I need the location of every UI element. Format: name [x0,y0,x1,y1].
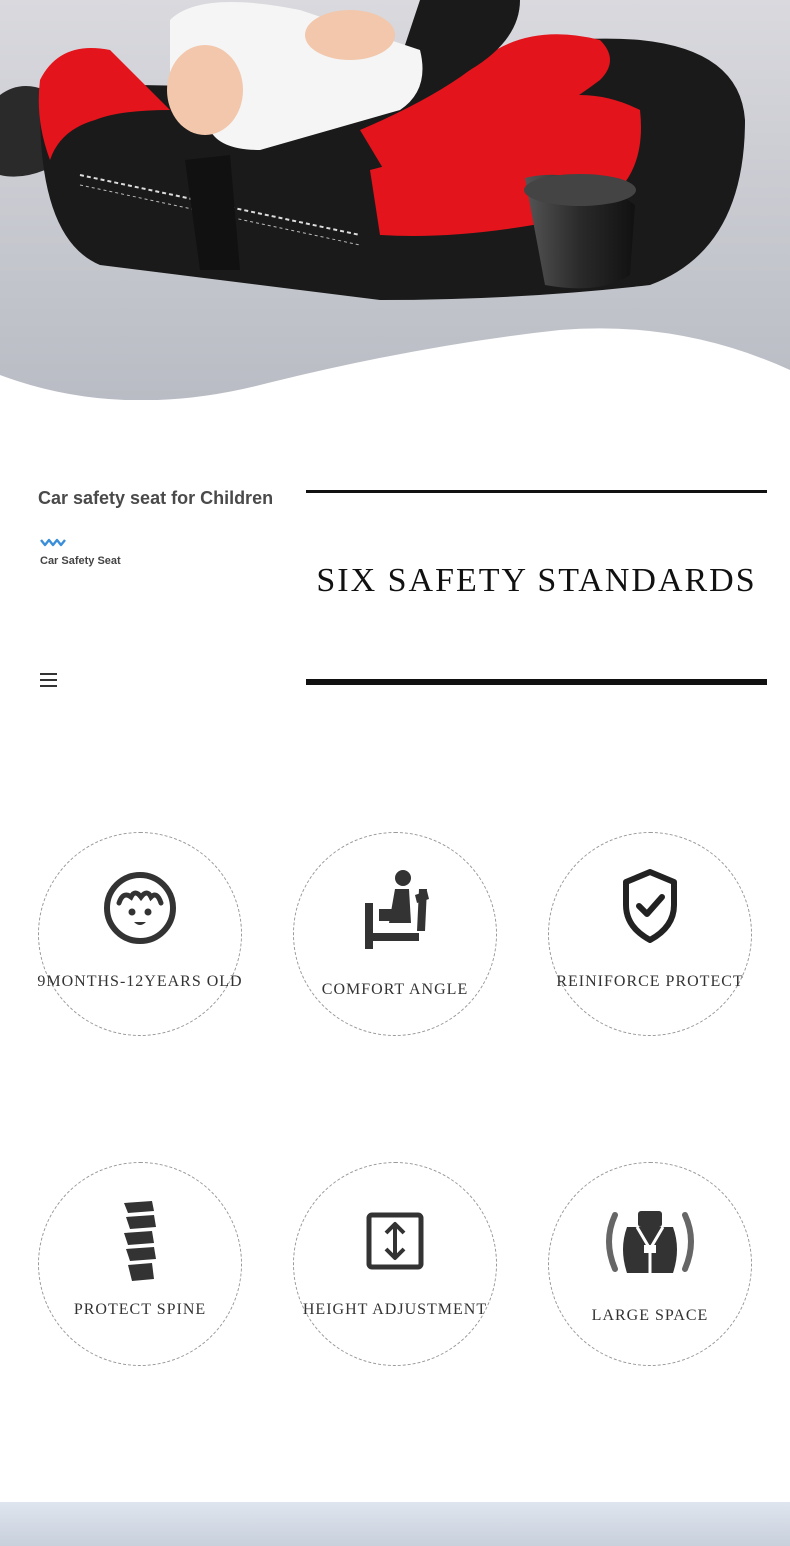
hero-product-image [0,0,790,400]
up-down-arrow-icon [365,1211,425,1271]
feature-height-adjustment [293,1162,497,1366]
seated-person-icon [359,869,431,953]
feature-label: REINIFORCE PROTECT [556,973,744,990]
feature-label: LARGE SPACE [591,1307,709,1324]
next-section-strip [0,1502,790,1546]
feature-age-range [38,832,242,1036]
headline: SIX SAFETY STANDARDS [316,562,757,599]
menu-icon[interactable] [40,673,57,687]
feature-reinforce-protect [548,832,752,1036]
seat-harness-icon [601,1209,699,1279]
headline-top-rule [306,490,767,493]
shield-check-icon [621,869,679,943]
brand-title: Car safety seat for Children [38,488,274,508]
car-seat-illustration [0,0,790,400]
feature-label: PROTECT SPINE [73,1301,207,1318]
feature-label: COMFORT ANGLE [321,981,469,998]
brand-subtitle: Car Safety Seat [40,555,121,567]
feature-label: 9MONTHS-12YEARS OLD [37,973,243,990]
baby-face-icon [101,869,179,947]
feature-large-space [548,1162,752,1366]
headline-bottom-rule [306,679,767,685]
spine-icon [118,1199,162,1283]
wave-logo-icon [40,536,68,548]
feature-label: HEIGHT ADJUSTMENT [302,1301,488,1318]
feature-comfort-angle [293,832,497,1036]
feature-protect-spine [38,1162,242,1366]
